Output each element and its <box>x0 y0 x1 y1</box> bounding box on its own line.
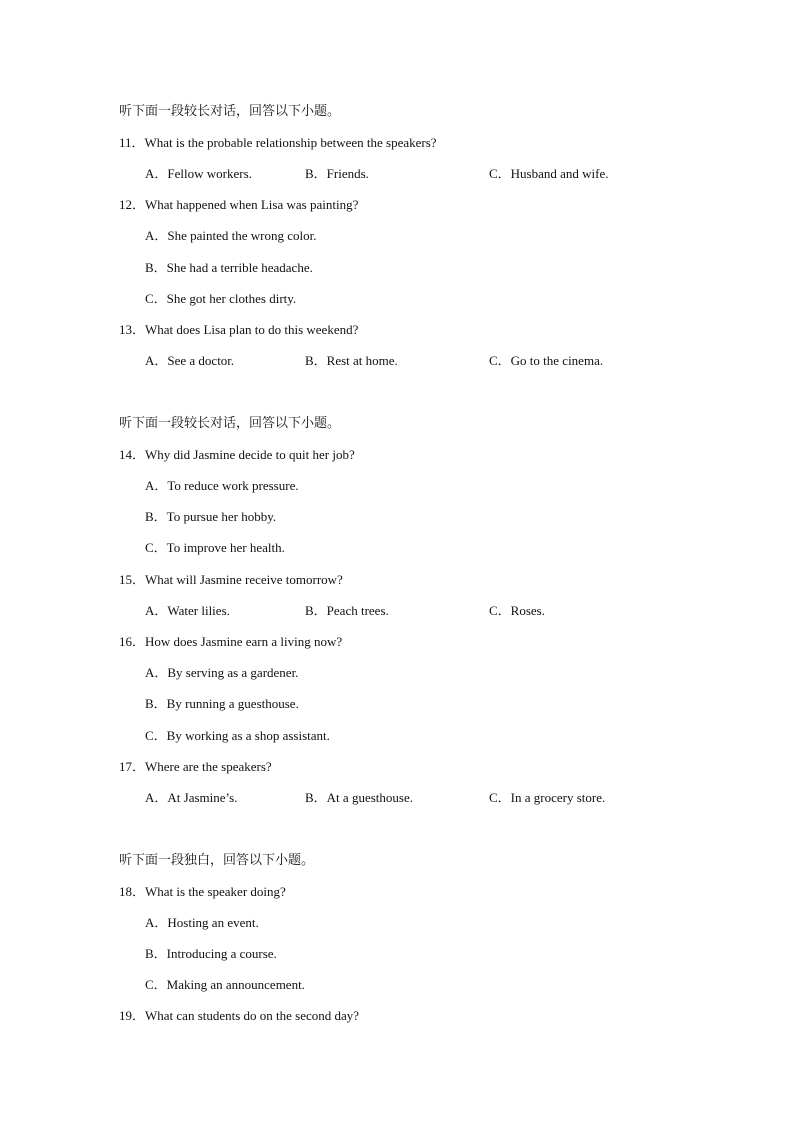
question-16-stem: 16．How does Jasmine earn a living now? <box>119 634 343 649</box>
question-15-option-a: A．Water lilies. <box>145 603 230 618</box>
question-14-option-c: C．To improve her health. <box>145 540 285 555</box>
question-12-stem: 12．What happened when Lisa was painting? <box>119 197 359 212</box>
question-18-option-b: B．Introducing a course. <box>145 946 277 961</box>
question-18-option-a: A．Hosting an event. <box>145 915 259 930</box>
question-18-option-c: C．Making an announcement. <box>145 977 305 992</box>
question-15-stem: 15．What will Jasmine receive tomorrow? <box>119 572 343 587</box>
question-15-option-b: B．Peach trees. <box>305 603 389 618</box>
question-13-stem: 13．What does Lisa plan to do this weekend? <box>119 322 359 337</box>
question-16-option-c: C．By working as a shop assistant. <box>145 728 330 743</box>
question-13-option-c: C．Go to the cinema. <box>489 353 604 368</box>
question-12-option-c: C．She got her clothes dirty. <box>145 291 297 306</box>
question-13-option-a: A．See a doctor. <box>145 353 235 368</box>
section-heading: 听下面一段较长对话，回答以下小题。 <box>119 104 341 119</box>
question-17-option-a: A．At Jasmine’s. <box>145 790 238 805</box>
question-11-option-c: C．Husband and wife. <box>489 166 609 181</box>
question-17-option-c: C．In a grocery store. <box>489 790 606 805</box>
question-17-option-b: B．At a guesthouse. <box>305 790 413 805</box>
question-13-option-b: B．Rest at home. <box>305 353 398 368</box>
question-14-option-b: B．To pursue her hobby. <box>145 509 277 524</box>
question-19-stem: 19．What can students do on the second day? <box>119 1008 360 1023</box>
question-12-option-a: A．She painted the wrong color. <box>145 228 317 243</box>
question-14-option-a: A．To reduce work pressure. <box>145 478 299 493</box>
question-12-option-b: B．She had a terrible headache. <box>145 260 313 275</box>
question-15-option-c: C．Roses. <box>489 603 545 618</box>
question-16-option-b: B．By running a guesthouse. <box>145 696 299 711</box>
question-14-stem: 14．Why did Jasmine decide to quit her job? <box>119 447 355 462</box>
question-11-option-b: B．Friends. <box>305 166 369 181</box>
section-heading: 听下面一段独白，回答以下小题。 <box>119 853 315 868</box>
question-11-stem: 11．What is the probable relationship between the speakers? <box>119 135 437 150</box>
question-18-stem: 18．What is the speaker doing? <box>119 884 286 899</box>
question-11-option-a: A．Fellow workers. <box>145 166 252 181</box>
question-16-option-a: A．By serving as a gardener. <box>145 665 299 680</box>
question-17-stem: 17．Where are the speakers? <box>119 759 272 774</box>
section-heading: 听下面一段较长对话，回答以下小题。 <box>119 416 341 431</box>
